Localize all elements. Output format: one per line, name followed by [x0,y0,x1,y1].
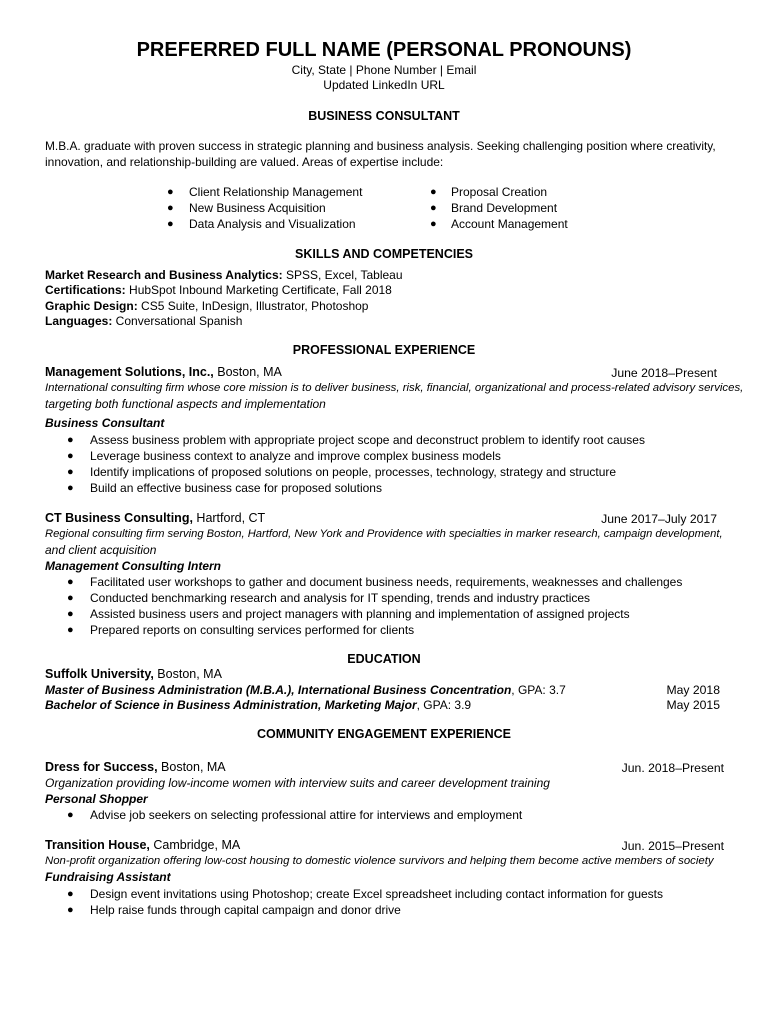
community-role: Fundraising Assistant [45,870,171,884]
expertise-left-3: Data Analysis and Visualization [189,217,356,231]
job-bullet: Assisted business users and project managers with planning and implementation of assigned projects [90,607,630,621]
job-org: Management Solutions, Inc., [45,365,214,379]
bullet-icon: ● [67,809,74,821]
job-org: CT Business Consulting, [45,511,193,525]
summary-line-1: M.B.A. graduate with proven success in strategic planning and business analysis. Seeking challenging position where creativity, [45,139,716,153]
bullet-icon: ● [67,608,74,620]
linkedin-line: Updated LinkedIn URL [323,78,445,92]
job-bullet: Prepared reports on consulting services performed for clients [90,623,415,637]
job-bullet: Build an effective business case for proposed solutions [90,481,382,495]
skill-item [45,315,242,327]
degree-gpa: , GPA: 3.9 [416,698,472,712]
job-description-2: and client acquisition [45,543,157,557]
community-dates: Jun. 2015–Present [621,839,724,853]
skill-item [45,284,392,296]
bullet-icon: ● [167,186,174,198]
job-bullet: Leverage business context to analyze and improve complex business models [90,449,501,463]
education-heading: EDUCATION [347,652,421,666]
job-role: Business Consultant [45,416,165,430]
skill-label: Market Research and Business Analytics: [45,268,283,282]
degree-name: Master of Business Administration (M.B.A.), International Business Concentration [45,683,512,697]
bullet-icon: ● [67,466,74,478]
bullet-icon: ● [167,202,174,214]
community-dates: Jun. 2018–Present [621,761,724,775]
degree-name: Bachelor of Science in Business Administration, Marketing Major [45,698,417,712]
job-title: BUSINESS CONSULTANT [308,109,460,123]
community-bullet: Advise job seekers on selecting professional attire for interviews and employment [90,808,523,822]
community-description: Non-profit organization offering low-cost housing to domestic violence survivors and helping them become active members of society [45,855,714,867]
job-description-1: Regional consulting firm serving Boston, Hartford, New York and Providence with specialties in marker research, campaign development, [45,528,723,540]
community-location: Cambridge, MA [149,838,241,852]
bullet-icon: ● [67,624,74,636]
job-role: Management Consulting Intern [45,559,222,573]
job-bullet: Facilitated user workshops to gather and document business needs, requirements, weaknesses and challenges [90,575,683,589]
community-org-line [45,839,240,852]
skill-item [45,300,368,312]
expertise-left-1: Client Relationship Management [189,185,363,199]
skills-heading: SKILLS AND COMPETENCIES [294,247,474,261]
community-location: Boston, MA [157,760,226,774]
job-description-1: International consulting firm whose core mission is to deliver business, risk, financial, organizational and process-related advisory services, [45,382,744,394]
job-location: Boston, MA [213,365,282,379]
school-location: Boston, MA [153,667,222,681]
skill-label: Languages: [45,314,113,328]
community-heading: COMMUNITY ENGAGEMENT EXPERIENCE [257,727,511,741]
job-bullet: Identify implications of proposed solutions on people, processes, technology, strategy and structure [90,465,617,479]
skill-value: HubSpot Inbound Marketing Certificate, Fall 2018 [125,283,392,297]
job-location: Hartford, CT [192,511,266,525]
bullet-icon: ● [67,888,74,900]
community-org: Transition House, [45,838,150,852]
community-org: Dress for Success, [45,760,158,774]
job-dates: June 2018–Present [611,366,717,380]
skill-value: Conversational Spanish [112,314,243,328]
degree-date: May 2018 [666,683,720,697]
community-description: Organization providing low-income women with interview suits and career development training [45,776,550,790]
bullet-icon: ● [430,202,437,214]
bullet-icon: ● [67,576,74,588]
community-org-line [45,761,226,774]
community-bullet: Design event invitations using Photoshop; create Excel spreadsheet including contact information for guests [90,887,663,901]
resume-name: PREFERRED FULL NAME (PERSONAL PRONOUNS) [136,39,632,61]
expertise-left-2: New Business Acquisition [189,201,326,215]
job-org-line [45,366,282,379]
community-bullet: Help raise funds through capital campaign and donor drive [90,903,401,917]
community-role: Personal Shopper [45,792,148,806]
degree-line [45,684,566,696]
bullet-icon: ● [430,218,437,230]
skill-label: Certifications: [45,283,126,297]
skill-value: CS5 Suite, InDesign, Illustrator, Photoshop [137,299,369,313]
contact-line: City, State | Phone Number | Email [291,63,477,77]
summary-line-2: innovation, and relationship-building are valued. Areas of expertise include: [45,155,444,169]
expertise-right-3: Account Management [451,217,568,231]
experience-heading: PROFESSIONAL EXPERIENCE [292,343,476,357]
expertise-right-2: Brand Development [451,201,558,215]
bullet-icon: ● [67,434,74,446]
job-bullet: Conducted benchmarking research and analysis for IT spending, trends and industry practices [90,591,591,605]
bullet-icon: ● [430,186,437,198]
school-name: Suffolk University, [45,667,154,681]
bullet-icon: ● [67,592,74,604]
degree-line [45,699,471,711]
skill-label: Graphic Design: [45,299,138,313]
bullet-icon: ● [167,218,174,230]
bullet-icon: ● [67,904,74,916]
degree-date: May 2015 [666,698,720,712]
skill-value: SPSS, Excel, Tableau [282,268,403,282]
bullet-icon: ● [67,450,74,462]
bullet-icon: ● [67,482,74,494]
degree-gpa: , GPA: 3.7 [511,683,566,697]
skill-item [45,269,403,281]
expertise-right-1: Proposal Creation [451,185,548,199]
school-line [45,668,222,681]
job-bullet: Assess business problem with appropriate project scope and deconstruct problem to identify root causes [90,433,645,447]
job-org-line [45,512,265,525]
job-dates: June 2017–July 2017 [601,512,717,526]
job-description-2: targeting both functional aspects and implementation [45,397,326,411]
